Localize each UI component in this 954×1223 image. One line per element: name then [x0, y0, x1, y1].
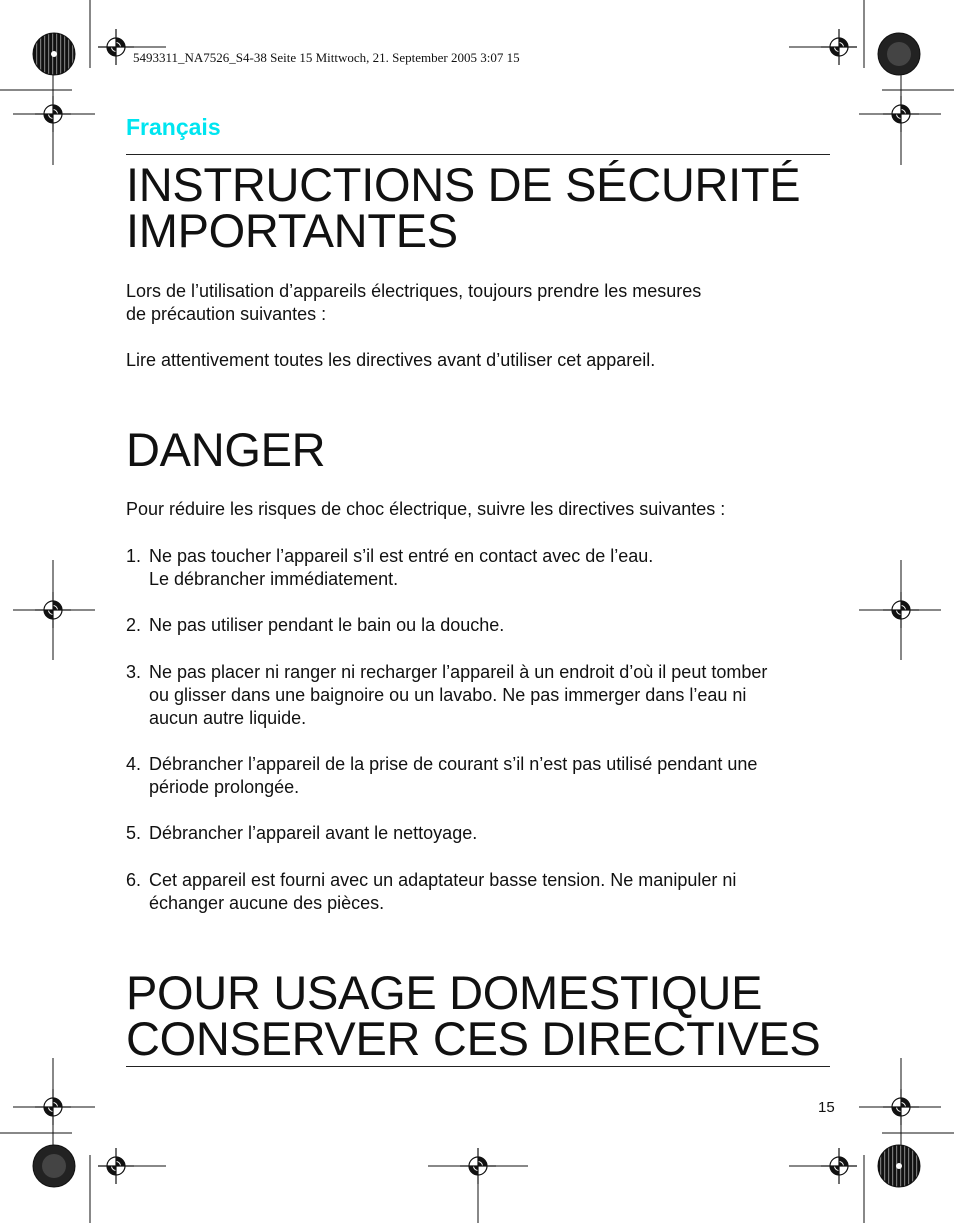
list-item-number: 2. — [126, 615, 142, 635]
page-number: 15 — [818, 1099, 835, 1116]
list-item-line: échanger aucune des pièces. — [149, 893, 385, 913]
read-paragraph: Lire attentivement toutes les directives avant d’utiliser cet appareil. — [126, 350, 656, 370]
list-item-line: ou glisser dans une baignoire ou un lavabo. Ne pas immerger dans l’eau ni — [149, 685, 747, 705]
list-item-text — [149, 822, 477, 845]
list-item-text — [149, 545, 653, 591]
top-rule — [126, 154, 830, 155]
danger-intro: Pour réduire les risques de choc électrique, suivre les directives suivantes : — [126, 499, 726, 519]
list-item-text — [149, 869, 736, 915]
list-item-number: 3. — [126, 662, 142, 682]
list-item-text — [149, 661, 767, 730]
list-item-number: 6. — [126, 870, 142, 890]
list-item-line: Ne pas utiliser pendant le bain ou la douche. — [149, 615, 505, 635]
language-heading: Français — [126, 114, 221, 140]
list-item-number: 4. — [126, 754, 142, 774]
list-item-line: Cet appareil est fourni avec un adaptateur basse tension. Ne manipuler ni — [149, 870, 737, 890]
bottom-rule — [126, 1066, 830, 1067]
list-item-text — [149, 753, 757, 799]
closing-heading-line: CONSERVER CES DIRECTIVES — [126, 1012, 821, 1065]
danger-heading: DANGER — [126, 423, 326, 476]
intro-line: Lors de l’utilisation d’appareils électriques, toujours prendre les mesures — [126, 281, 702, 301]
closing-heading-line: POUR USAGE DOMESTIQUE — [126, 966, 763, 1019]
list-item-number: 1. — [126, 546, 142, 566]
intro-line: de précaution suivantes : — [126, 304, 327, 324]
closing-heading — [126, 966, 821, 1065]
print-slug: 5493311_NA7526_S4-38 Seite 15 Mittwoch, 21. September 2005 3:07 15 — [133, 50, 520, 65]
page-title-line: IMPORTANTES — [126, 204, 458, 257]
list-item-line: Le débrancher immédiatement. — [149, 569, 399, 589]
list-item-number: 5. — [126, 823, 142, 843]
intro-paragraph — [126, 280, 836, 326]
list-item-line: Débrancher l’appareil avant le nettoyage. — [149, 823, 478, 843]
page-title — [126, 158, 801, 257]
list-item-text — [149, 614, 504, 637]
page-title-line: INSTRUCTIONS DE SÉCURITÉ — [126, 158, 801, 211]
list-item-line: Ne pas placer ni ranger ni recharger l’appareil à un endroit d’où il peut tomber — [149, 662, 768, 682]
list-item-line: Débrancher l’appareil de la prise de courant s’il n’est pas utilisé pendant une — [149, 754, 758, 774]
list-item-line: aucun autre liquide. — [149, 708, 307, 728]
list-item-line: période prolongée. — [149, 777, 300, 797]
list-item-line: Ne pas toucher l’appareil s’il est entré en contact avec de l’eau. — [149, 546, 654, 566]
